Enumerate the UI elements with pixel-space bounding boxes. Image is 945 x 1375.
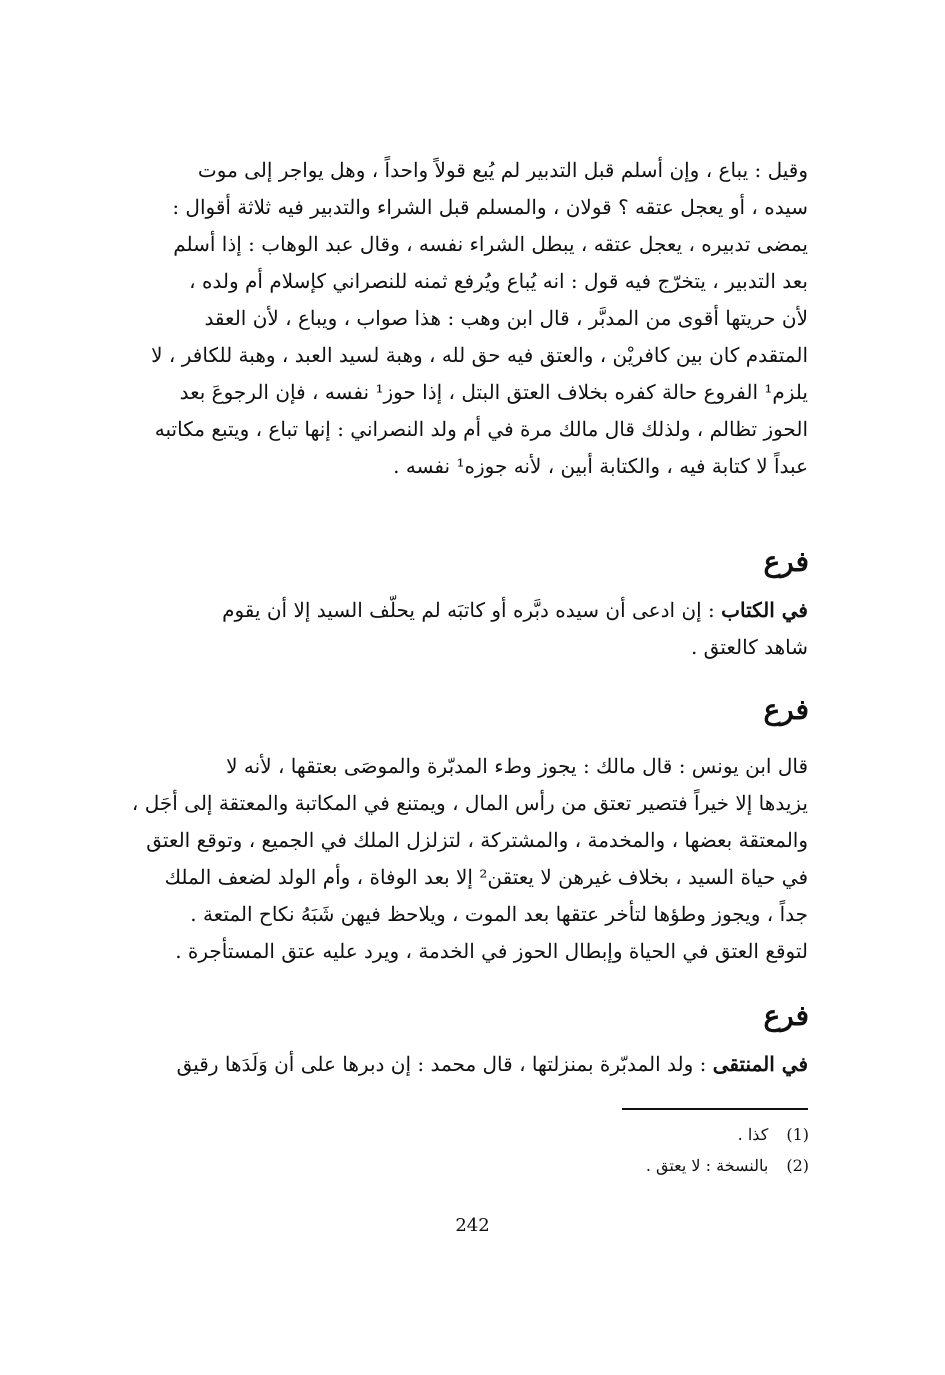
text-line: المتقدم كان بين كافريْن ، والعتق فيه حق لله ، وهبة لسيد العبد ، وهبة للكافر ، لا <box>151 343 808 367</box>
text-fragment: : ولد المدبّرة بمنزلتها ، قال محمد : إن دبرها على أن وَلَدَها رقيق <box>176 1052 713 1076</box>
text-fragment: : إن ادعى أن سيده دبَّره أو كاتبَه لم يحلّف السيد إلا أن يقوم <box>222 598 722 622</box>
text-line: يزيدها إلا خيراً فتصير تعتق من رأس المال ، ويمتنع في المكاتبة والمعتقة إلى أجَل ، <box>132 791 808 815</box>
paragraph-3 <box>132 748 808 970</box>
text-line: يلزم¹ الفروع حالة كفره بخلاف العتق البتل ، إذا حوز¹ نفسه ، فإن الرجوعَ بعد <box>179 380 808 404</box>
footnote-number: (2) <box>786 1156 809 1175</box>
text-line: بعد التدبير ، يتخرّج فيه قول : انه يُباع ويُرفع ثمنه للنصراني كإسلام أم ولده ، <box>189 269 808 293</box>
text-line: لأن حريتها أقوى من المدبَّر ، قال ابن وهب : هذا صواب ، ويباع ، لأن العقد <box>204 306 808 330</box>
text-line: شاهد كالعتق . <box>690 635 808 659</box>
text-line: في حياة السيد ، بخلاف غيرهن لا يعتقن² إلا بعد الوفاة ، وأم الولد لضعف الملك <box>164 865 808 889</box>
text-line: وقيل : يباع ، وإن أسلم قبل التدبير لم يُبع قولاً واحداً ، وهل يواجر إلى موت <box>197 158 808 182</box>
text-line: سيده ، أو يعجل عتقه ؟ قولان ، والمسلم قبل الشراء والتدبير فيه ثلاثة أقوال : <box>172 195 808 219</box>
footnote-divider <box>622 1108 808 1110</box>
text-line: الحوز تظالم ، ولذلك قال مالك مرة في أم ولد النصراني : إنها تباع ، ويتبع مكاتبه <box>154 417 808 441</box>
section-heading: فرع <box>763 693 809 726</box>
section-heading: فرع <box>763 999 809 1032</box>
source-term: في المنتقى <box>712 1052 808 1076</box>
footnote <box>738 1122 809 1148</box>
text-line <box>132 592 808 629</box>
paragraph-4 <box>132 1046 808 1083</box>
text-line <box>132 1046 808 1083</box>
text-line: قال ابن يونس : قال مالك : يجوز وطء المدبّرة والموصَى بعتقها ، لأنه لا <box>226 754 808 778</box>
text-line: جداً ، ويجوز وطؤها لتأخر عتقها بعد الموت ، ويلاحظ فيهن شَبَهُ نكاح المتعة . <box>190 902 808 926</box>
text-line: عبداً لا كتابة فيه ، والكتابة أبين ، لأنه جوزه¹ نفسه . <box>393 454 808 478</box>
text-line: لتوقع العتق في الحياة وإبطال الحوز في الخدمة ، ويرد عليه عتق المستأجرة . <box>175 939 808 963</box>
footnote-number: (1) <box>786 1125 809 1144</box>
source-term: في الكتاب <box>721 598 808 622</box>
footnote-text: بالنسخة : لا يعتق . <box>645 1156 769 1175</box>
section-heading: فرع <box>763 545 809 578</box>
text-line: والمعتقة بعضها ، والمخدمة ، والمشتركة ، لتزلزل الملك في الجميع ، وتوقع العتق <box>146 828 808 852</box>
footnote <box>646 1153 809 1179</box>
text-line: يمضى تدبيره ، يعجل عتقه ، يبطل الشراء نفسه ، وقال عبد الوهاب : إذا أسلم <box>173 232 808 256</box>
paragraph-2 <box>132 592 808 666</box>
page-number: 242 <box>455 1215 490 1236</box>
paragraph-1 <box>132 152 808 485</box>
footnote-text: كذا . <box>737 1125 769 1144</box>
